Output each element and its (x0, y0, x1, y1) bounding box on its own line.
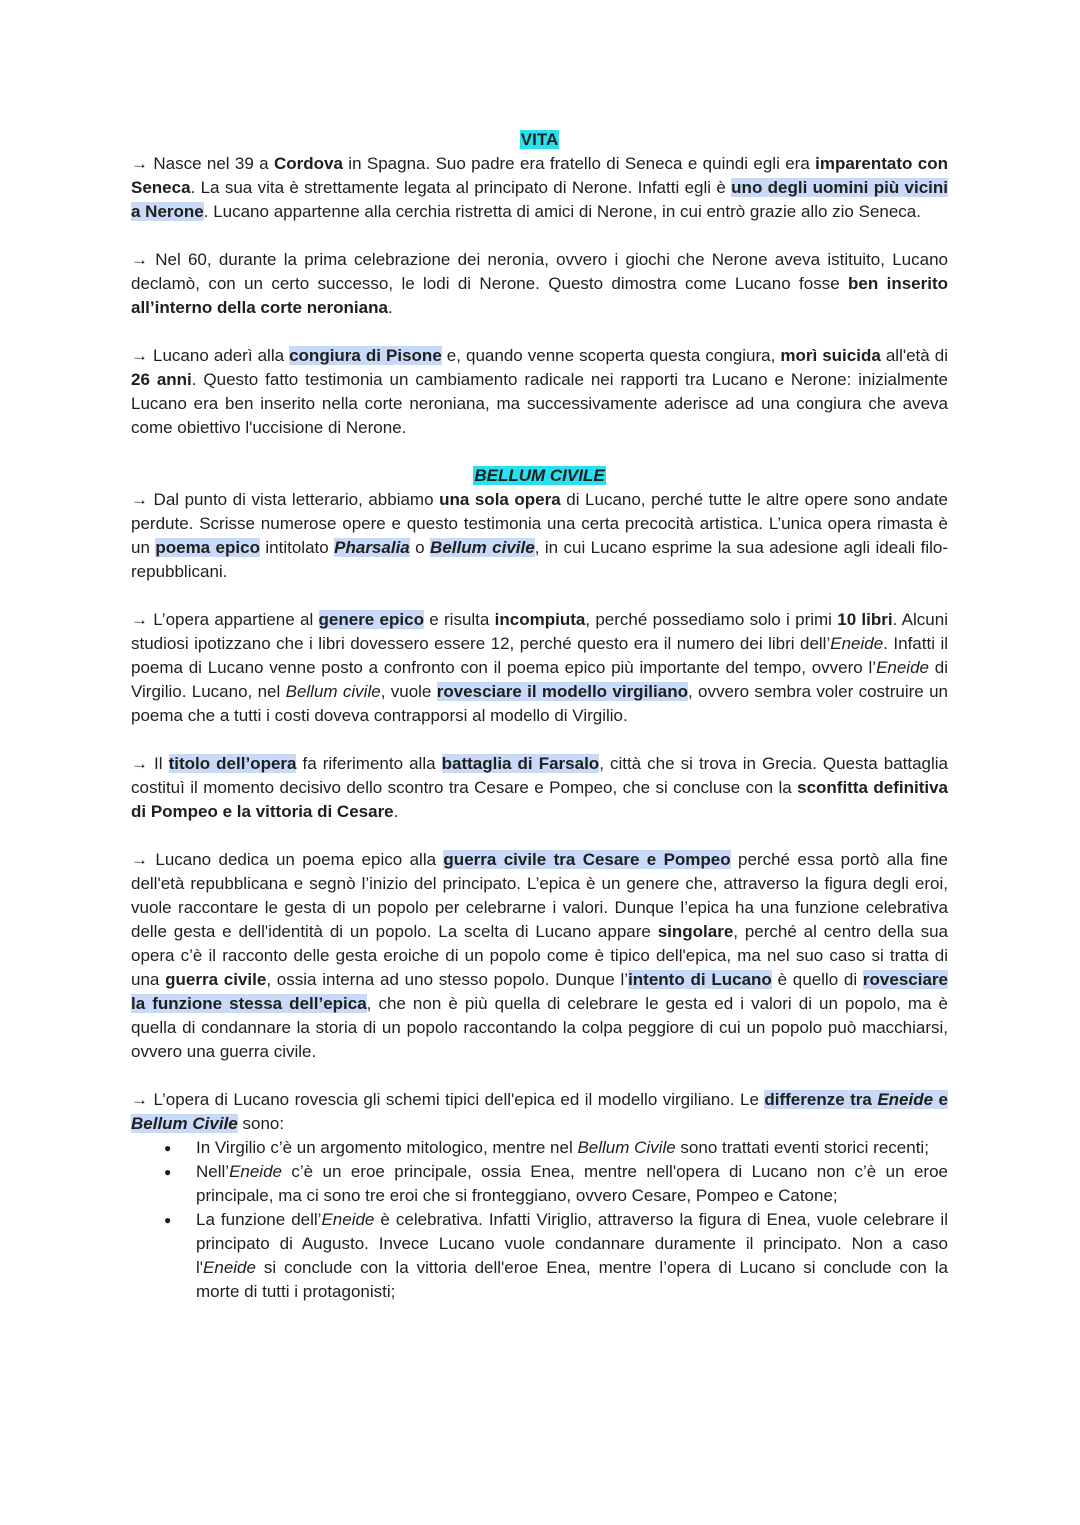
section-heading-bellum-civile: BELLUM CIVILE (474, 466, 605, 485)
differences-list (131, 1136, 948, 1304)
list-item: ● La funzione dell’Eneide è celebrativa. Infatti Viriglio, attraverso la figura di Enea, vuole celebrare il principato di Augusto. Invece Lucano vuole condannare duramente il principato. Non a caso l'Eneide si conclude con la vittoria dell'eroe Enea, mentre l’opera di Lucano si conclude con la morte di tutti i protagonisti; (196, 1208, 948, 1304)
document-page (131, 128, 948, 1304)
list-item: ● Nell’Eneide c’è un eroe principale, ossia Enea, mentre nell'opera di Lucano non c’è un eroe principale, ma ci sono tre eroi che si fronteggiano, ovvero Cesare, Pompeo e Catone; (196, 1160, 948, 1208)
paragraph-bellum-4: → Lucano dedica un poema epico alla guerra civile tra Cesare e Pompeo perché essa portò alla fine dell'età repubblicana e segnò l’inizio del principato. L’epica è un genere che, attraverso la figura degli eroi, vuole raccontare le gesta di un popolo per celebrarne i valori. Dunque l’epica ha una funzione celebrativa delle gesta e dell'identità di un popolo. La scelta di Lucano appare singolare, perché al centro della sua opera c’è il racconto delle gesta eroiche di un popolo come è tipico dell'epica, ma nel suo caso si tratta di una guerra civile, ossia interna ad uno stesso popolo. Dunque l’intento di Lucano è quello di rovesciare la funzione stessa dell’epica, che non è più quella di celebrare le gesta ed i valori di un popolo, ma è quella di condannare la storia di un popolo raccontando la colpa peggiore di cui un popolo può macchiarsi, ovvero una guerra civile. (131, 850, 948, 1061)
paragraph-vita-1: → Nasce nel 39 a Cordova in Spagna. Suo padre era fratello di Seneca e quindi egli era imparentato con Seneca. La sua vita è strettamente legata al principato di Nerone. Infatti egli è uno degli uomini più vicini a Nerone. Lucano appartenne alla cerchia ristretta di amici di Nerone, in cui entrò grazie allo zio Seneca. (131, 154, 949, 221)
list-item: ● In Virgilio c’è un argomento mitologico, mentre nel Bellum Civile sono trattati eventi storici recenti; (196, 1136, 948, 1160)
paragraph-bellum-3: → Il titolo dell’opera fa riferimento alla battaglia di Farsalo, città che si trova in Grecia. Questa battaglia costituì il momento decisivo dello scontro tra Cesare e Pompeo, che si concluse con la sconfitta definitiva di Pompeo e la vittoria di Cesare. (131, 754, 949, 821)
paragraph-bellum-1: → Dal punto di vista letterario, abbiamo una sola opera di Lucano, perché tutte le altre opere sono andate perdute. Scrisse numerose opere e questo testimonia una certa precocità artistica. L’unica opera rimasta è un poema epico intitolato Pharsalia o Bellum civile, in cui Lucano esprime la sua adesione agli ideali filo-repubblicani. (131, 490, 949, 581)
paragraph-vita-2: → Nel 60, durante la prima celebrazione dei neronia, ovvero i giochi che Nerone aveva istituito, Lucano declamò, con un certo successo, le lodi di Nerone. Questo dimostra come Lucano fosse ben inserito all’interno della corte neroniana. (131, 250, 948, 317)
paragraph-bellum-5: → L’opera di Lucano rovescia gli schemi tipici dell'epica ed il modello virgiliano. Le differenze tra Eneide e Bellum Civile sono: (131, 1090, 948, 1133)
paragraph-vita-3: → Lucano aderì alla congiura di Pisone e, quando venne scoperta questa congiura, morì suicida all'età di 26 anni. Questo fatto testimonia un cambiamento radicale nei rapporti tra Lucano e Nerone: inizialmente Lucano era ben inserito nella corte neroniana, ma successivamente aderisce ad una congiura che aveva come obiettivo l'uccisione di Nerone. (131, 346, 948, 437)
paragraph-bellum-2: → L’opera appartiene al genere epico e risulta incompiuta, perché possediamo solo i primi 10 libri. Alcuni studiosi ipotizzano che i libri dovessero essere 12, perché questo era il numero dei libri dell’Eneide. Infatti il poema di Lucano venne posto a confronto con il poema epico più importante del tempo, ovvero l’Eneide di Virgilio. Lucano, nel Bellum civile, vuole rovesciare il modello virgiliano, ovvero sembra voler costruire un poema che a tutti i costi doveva contrapporsi al modello di Virgilio. (131, 610, 948, 725)
section-heading-vita: VITA (520, 130, 559, 149)
